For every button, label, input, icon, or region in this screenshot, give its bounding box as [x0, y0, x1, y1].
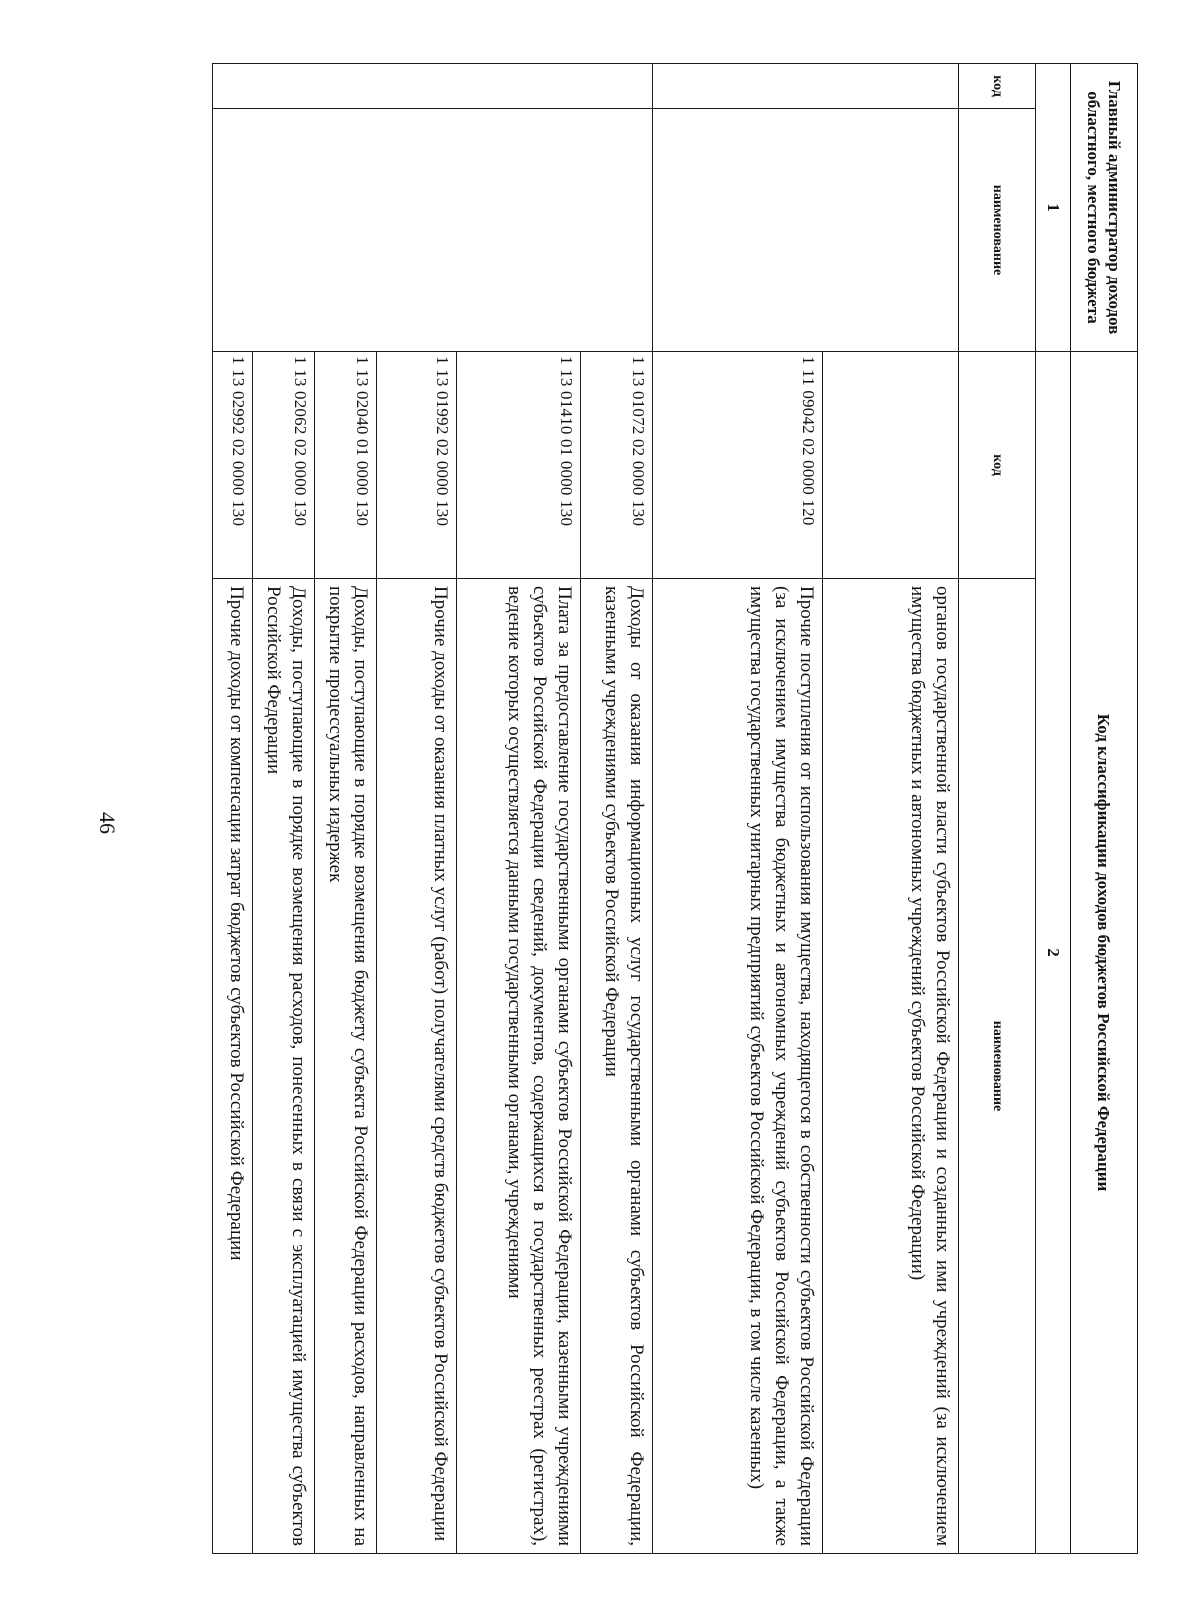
admin-group-header: Главный администратор доходов областного, местного бюджета [1071, 64, 1138, 352]
class-name-cell: Прочие доходы от компенсации затрат бюджетов субъектов Российской Федерации [213, 579, 253, 1554]
table-header-row-subheaders [959, 64, 1036, 1554]
class-code-cell: 1 13 01410 01 0000 130 [457, 352, 581, 579]
admin-code-cell [653, 64, 959, 109]
class-name-cell: органов государственной власти субъектов Российской Федерации и созданных ими учреждений (за исключением имущества бюджетных и автономных учреждений субъектов Российской Федерации) [823, 579, 959, 1554]
table-header-row-groups [1071, 64, 1138, 1554]
classification-group-header: Код классификации доходов бюджетов Российской Федерации [1071, 352, 1138, 1554]
admin-name-cell [653, 109, 959, 352]
admin-name-header: наименование [959, 109, 1036, 352]
table-header-row-numbers [1036, 64, 1071, 1554]
column-number-2: 2 [1036, 352, 1071, 1554]
class-name-cell: Прочие доходы от оказания платных услуг (работ) получателями средств бюджетов субъектов Российской Федерации [377, 579, 457, 1554]
class-code-cell: 1 13 01072 02 0000 130 [581, 352, 653, 579]
page-number: 46 [95, 812, 120, 834]
column-number-1: 1 [1036, 64, 1071, 352]
admin-code-header: код [959, 64, 1036, 109]
admin-name-cell [213, 109, 653, 352]
class-code-cell: 1 13 02992 02 0000 130 [213, 352, 253, 579]
class-code-cell: 1 13 02062 02 0000 130 [253, 352, 315, 579]
class-name-cell: Доходы от оказания информационных услуг государственными органами субъектов Российской Федерации, казенными учреждениями субъектов Российской Федерации [581, 579, 653, 1554]
class-name-cell: Доходы, поступающие в порядке возмещения бюджету субъекта Российской Федерации расходов, направленных на покрытие процессуальных издержек [315, 579, 377, 1554]
table-row [823, 64, 959, 1554]
class-name-cell: Плата за предоставление государственными органами субъектов Российской Федерации, казенными учреждениями субъектов Российской Федерации сведений, документов, содержащихся в государственных реестрах (регистрах), ведение которых осуществляется данными государственными органами, учреждениями [457, 579, 581, 1554]
table-row [581, 64, 653, 1554]
income-classification-table [212, 63, 1138, 1554]
class-name-cell: Прочие поступления от использования имущества, находящегося в собственности субъектов Российской Федерации (за исключением имущества бюджетных и автономных учреждений субъектов Российской Федерации, а также имущества государственных унитарных предприятий субъектов Российской Федерации, в том числе казенных) [653, 579, 823, 1554]
class-name-cell: Доходы, поступающие в порядке возмещения расходов, понесенных в связи с эксплуатацией имущества субъектов Российской Федерации [253, 579, 315, 1554]
admin-code-cell [213, 64, 653, 109]
class-code-cell: 1 11 09042 02 0000 120 [653, 352, 823, 579]
class-code-cell: 1 13 01992 02 0000 130 [377, 352, 457, 579]
class-code-cell [823, 352, 959, 579]
class-code-header: код [959, 352, 1036, 579]
class-code-cell: 1 13 02040 01 0000 130 [315, 352, 377, 579]
class-name-header: наименование [959, 579, 1036, 1554]
rotated-table-container [138, 63, 1138, 1553]
